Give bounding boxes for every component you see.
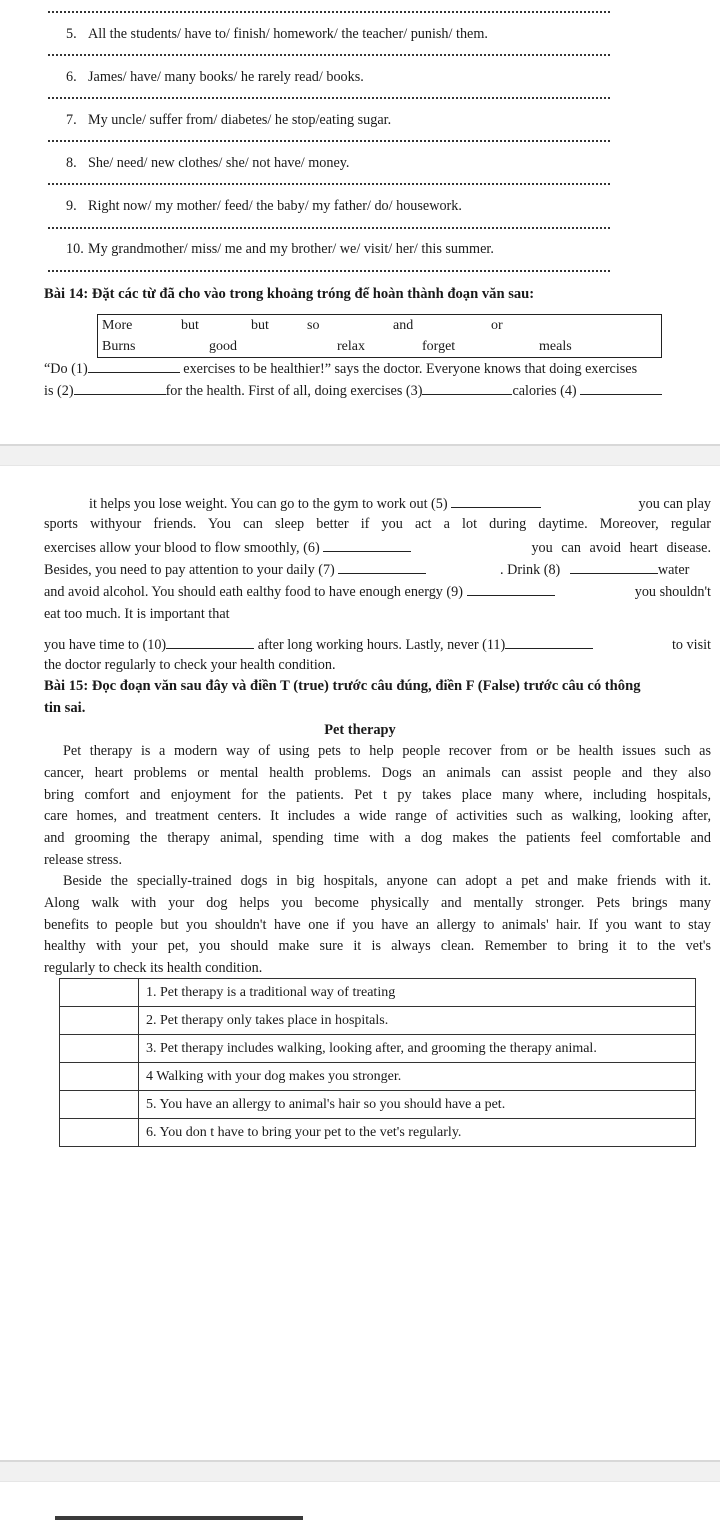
text: after long working hours. Lastly, never (11) [257,637,506,653]
passage-line: regularly to check its health condition. [44,960,263,977]
paragraph-line-end [531,539,711,557]
document-page-3 [0,1482,720,1520]
word-option: good [209,339,237,354]
answer-line [48,140,610,142]
word-option: but [251,318,269,333]
passage-line: Beside the specially-trained dogs in big hospitals, anyone can adopt a pet and make friends with it. [63,873,711,889]
statement-cell: 6. You don t have to bring your pet to the vet's regularly. [139,1119,696,1147]
word-option: or [491,318,503,333]
paragraph-line [44,539,411,557]
answer-cell[interactable] [60,979,139,1007]
text: “Do (1) [44,361,88,377]
text: . Drink (8) [500,562,561,578]
answer-cell[interactable] [60,1091,139,1119]
text: to visit [671,637,711,653]
paragraph-line [44,360,637,378]
page-separator [0,1460,720,1482]
answer-cell[interactable] [60,1035,139,1063]
document-page-2 [0,466,720,1460]
text: you shouldn't [634,584,711,600]
blank-9[interactable] [467,583,555,596]
paragraph-line: eat too much. It is important that [44,606,230,622]
paragraph-line [44,561,426,579]
passage-line: healthy with your pet, you should make sure it is always clean. Remember to bring it to the vet's [44,938,711,955]
sentence-number: 6. [66,69,77,85]
paragraph-line [44,636,593,654]
answer-line [48,54,610,56]
word-option: but [181,318,199,333]
table-row [60,1091,696,1119]
text: for the health. First of all, doing exercises (3) [165,383,423,399]
word-option: meals [539,339,572,354]
exercise-15-heading-cont: tin sai. [44,700,86,716]
sentence-text: Right now/ my mother/ feed/ the baby/ my father/ do/ housework. [88,198,462,214]
text: water [657,562,690,578]
sentence-10 [66,240,494,258]
word-option: More [102,318,133,333]
sentence-number: 9. [66,198,77,214]
passage-line: Along walk with your dog helps you become physically and mentally stronger. Pets brings many [44,894,711,911]
paragraph-line-end [639,495,712,513]
sentence-text: My uncle/ suffer from/ diabetes/ he stop/eating sugar. [88,112,392,128]
statement-cell: 5. You have an allergy to animal's hair so you should have a pet. [139,1091,696,1119]
answer-line [48,270,610,272]
word-option: so [307,318,320,333]
sentence-6 [66,68,364,86]
blank-4[interactable] [580,382,662,395]
passage-line: care homes, and treatment centers. It includes a wide range of activities such as walking, looking after, [44,808,711,825]
document-page-1 [0,0,720,412]
exercise-14-heading: Bài 14: Đặt các từ đã cho vào trong khoảng tróng để hoàn thành đoạn văn sau: [44,286,535,302]
text: you have time to (10) [44,637,167,653]
answer-line [48,11,610,13]
word-option: forget [422,339,456,354]
passage-line: cancer, heart problems or mental health problems. Dogs an animals can assist people and they also [44,764,711,781]
sentence-text: My grandmother/ miss/ me and my brother/ we/ visit/ her/ this summer. [88,241,494,257]
page-separator [0,444,720,466]
sentence-8 [66,154,349,172]
sentence-5 [66,25,488,43]
blank-7[interactable] [338,561,426,574]
sentence-text: James/ have/ many books/ he rarely read/ books. [88,69,364,85]
text: it helps you lose weight. You can go to the gym to work out (5) [89,496,448,512]
blank-3[interactable] [422,382,512,395]
table-row [60,1119,696,1147]
sentence-text: All the students/ have to/ finish/ homework/ the teacher/ punish/ them. [88,26,488,42]
answer-line [48,227,610,229]
paragraph-line [44,382,662,400]
text: you can play [638,496,711,512]
blank-1[interactable] [88,360,180,373]
sentence-number: 7. [66,112,77,128]
sentence-7 [66,111,391,129]
text: you can avoid heart disease. [531,540,711,556]
page-3-top-rule [55,1516,303,1520]
sentence-9 [66,197,462,215]
paragraph-line: the doctor regularly to check your health condition. [44,657,336,673]
blank-6[interactable] [323,539,411,552]
blank-5[interactable] [451,495,541,508]
sentence-number: 10. [66,241,84,257]
passage-title: Pet therapy [324,722,396,738]
paragraph-line [89,495,541,513]
blank-10[interactable] [166,636,254,649]
table-row [60,1063,696,1091]
sentence-number: 5. [66,26,77,42]
true-false-table [59,978,696,1147]
text: exercises allow your blood to flow smoothly, (6) [44,540,320,556]
paragraph-line [44,583,555,601]
text: Besides, you need to pay attention to your daily (7) [44,562,335,578]
answer-cell[interactable] [60,1063,139,1091]
paragraph-line-end [635,583,711,601]
word-option: and [393,318,414,333]
text: calories (4) [512,383,577,399]
paragraph-line: sports withyour friends. You can sleep better if you act a lot during daytime. Moreover, regular [44,516,711,532]
statement-cell: 2. Pet therapy only takes place in hospitals. [139,1007,696,1035]
statement-cell: 1. Pet therapy is a traditional way of treating [139,979,696,1007]
exercise-15-heading: Bài 15: Đọc đoạn văn sau đây và điền T (true) trước câu đúng, điền F (False) trước câu có thông [44,678,641,694]
paragraph-line-end [672,636,711,654]
passage-line: and grooming the therapy animal, spending time with a dog makes the patients feel comfortable and [44,830,711,847]
statement-cell: 4 Walking with your dog makes you stronger. [139,1063,696,1091]
text: is (2) [44,383,74,399]
word-option: Burns [102,339,136,354]
answer-line [48,97,610,99]
passage-line: benefits to people but you shouldn't have one if you have an allergy to animals' hair. If you want to stay [44,916,711,933]
table-row [60,979,696,1007]
word-option: relax [337,339,365,354]
passage-line: Pet therapy is a modern way of using pets to help people recover from or be health issues such as [63,743,711,759]
statement-cell: 3. Pet therapy includes walking, looking after, and grooming the therapy animal. [139,1035,696,1063]
passage-line: bring comfort and enjoyment for the patients. Pet t py takes place many where, including hospitals, [44,786,711,803]
table-row [60,1035,696,1063]
sentence-number: 8. [66,155,77,171]
answer-cell[interactable] [60,1119,139,1147]
answer-line [48,183,610,185]
sentence-text: She/ need/ new clothes/ she/ not have/ money. [88,155,350,171]
text: and avoid alcohol. You should eath ealthy food to have enough energy (9) [44,584,463,600]
word-box [97,314,662,358]
blank-11[interactable] [505,636,593,649]
table-row [60,1007,696,1035]
text: exercises to be healthier!” says the doctor. Everyone knows that doing exercises [183,361,638,377]
answer-cell[interactable] [60,1007,139,1035]
blank-2[interactable] [74,382,166,395]
paragraph-line [500,561,689,579]
blank-8[interactable] [570,561,658,574]
passage-line: release stress. [44,852,122,868]
